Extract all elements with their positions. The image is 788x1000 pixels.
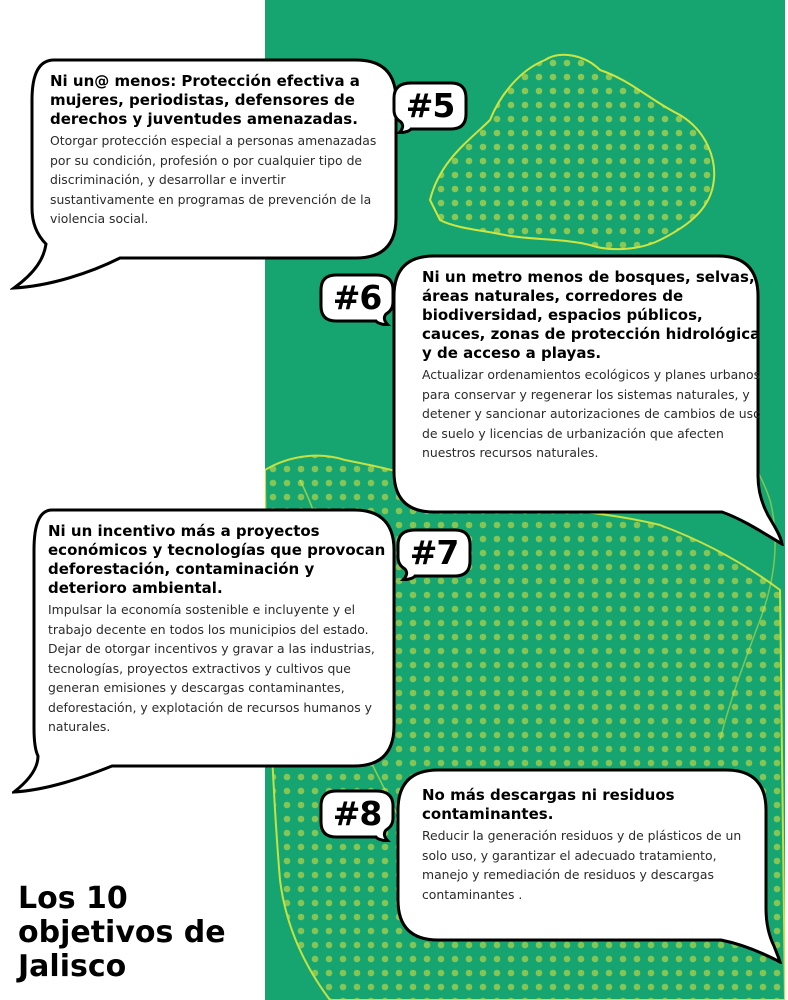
objective-6-heading: Ni un metro menos de bosques, selvas, áreas naturales, corredores de biodiversidad, espacios públicos, cauces, zonas de protección hidrológica y de acceso a playas. (422, 268, 761, 362)
map-region-north (430, 55, 714, 249)
objective-7-body: Impulsar la economía sostenible e incluyente y el trabajo decente en todos los municipios del estado. Dejar de otorgar incentivos y gravar a las industrias, tecnologías, proyectos extractivos y cultivos que generan emisiones y descargas contaminantes, deforestación, y explotación de recursos humanos y naturales. (48, 602, 375, 734)
objective-6-tag (318, 272, 396, 326)
objective-6-bubble (392, 254, 784, 546)
page-title: Los 10 objetivos de Jalisco (18, 881, 226, 984)
objective-7-bubble (12, 508, 396, 794)
objective-5-number: #5 (405, 86, 455, 125)
objective-8-heading: No más descargas ni residuos contaminantes. (422, 786, 675, 823)
objective-6-number: #6 (332, 278, 382, 317)
objective-7-number: #7 (409, 533, 459, 572)
objective-6-body: Actualizar ordenamientos ecológicos y planes urbanos para conservar y regenerar los sistemas naturales, y detener y sancionar autorizaciones de cambios de uso de suelo y licencias de urbanización que afecten nuestros recursos naturales. (422, 367, 761, 460)
objective-7-tag (395, 527, 473, 581)
objective-8-body: Reducir la generación residuos y de plásticos de un solo uso, y garantizar el adecuado tratamiento, manejo y remediación de residuos y descargas contaminantes . (422, 828, 742, 902)
objective-7-heading: Ni un incentivo más a proyectos económicos y tecnologías que provocan deforestación, contaminación y deterioro ambiental. (48, 522, 386, 597)
objective-5-body: Otorgar protección especial a personas amenazadas por su condición, profesión o por cualquier tipo de discriminación, y desarrollar e invertir sustantivamente en programas de prevención de la violencia social. (50, 133, 377, 226)
objective-5-bubble (10, 58, 398, 290)
objective-5-heading: Ni un@ menos: Protección efectiva a mujeres, periodistas, defensores de derechos y juventudes amenazadas. (50, 72, 360, 128)
objective-8-tag (318, 788, 396, 842)
objective-5-tag (391, 80, 469, 134)
objective-8-number: #8 (332, 794, 382, 833)
objective-8-bubble (396, 768, 782, 964)
